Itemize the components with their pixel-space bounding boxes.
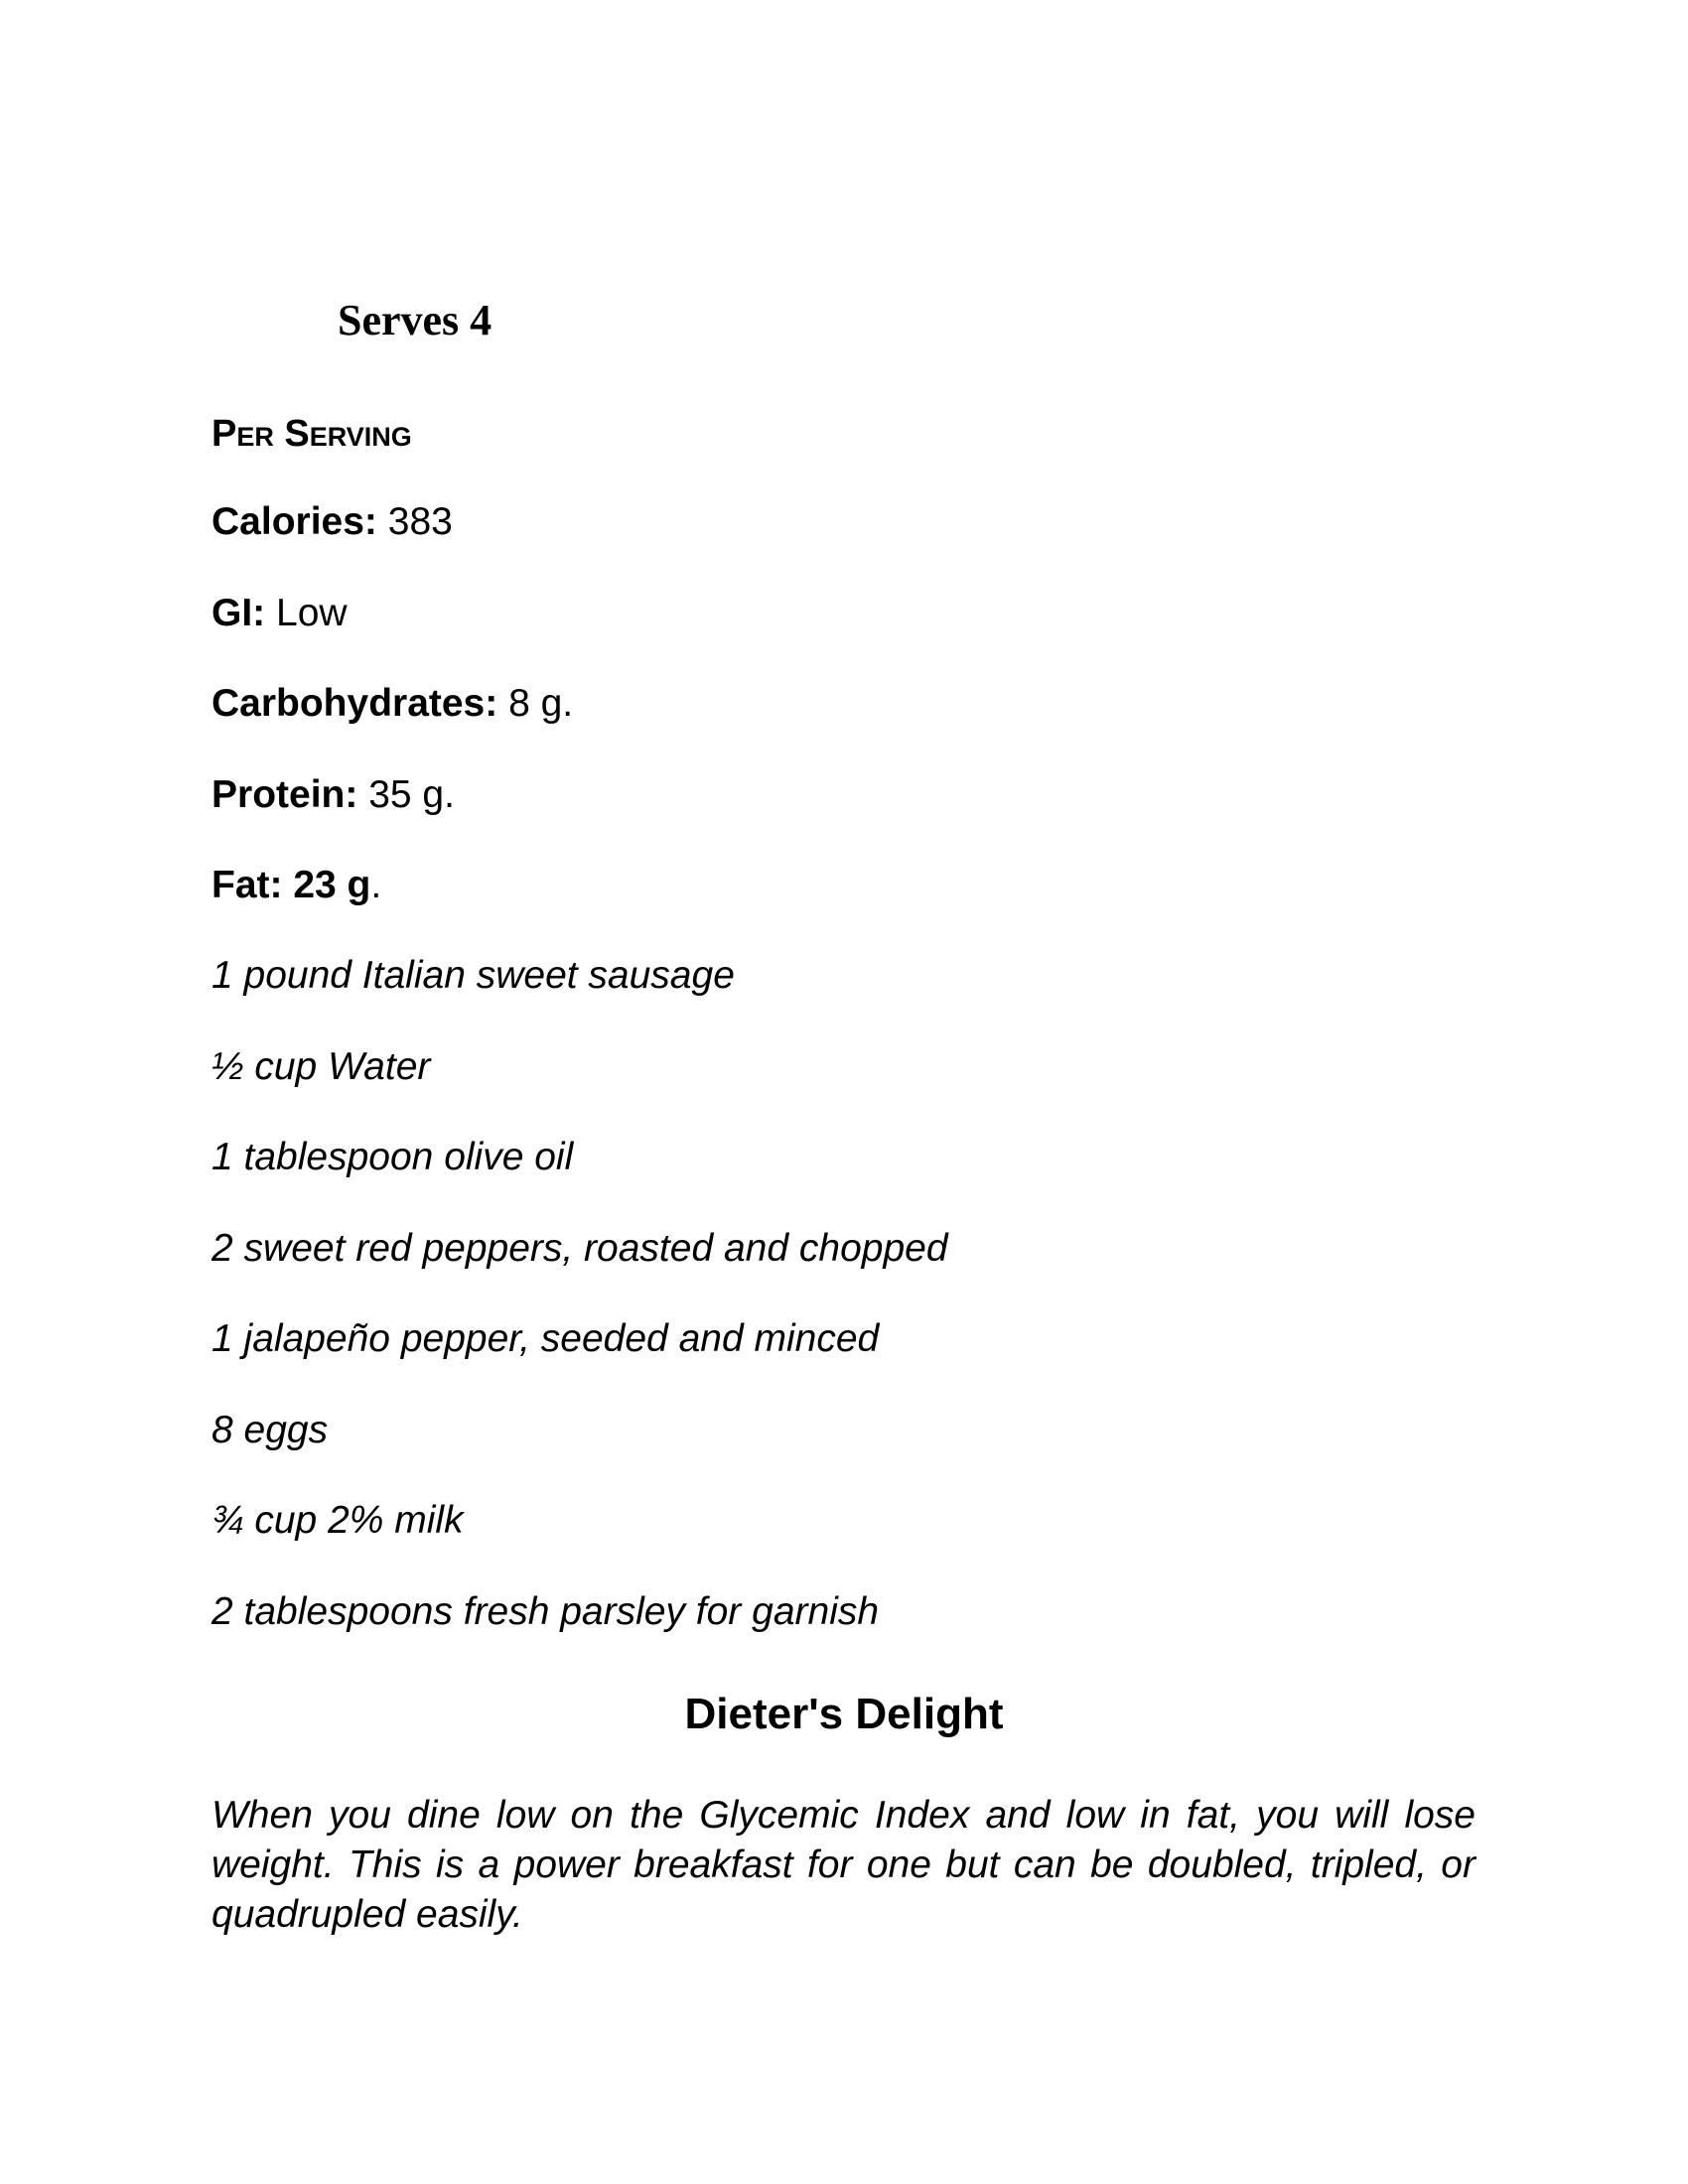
nutrition-carbohydrates [211,681,573,772]
nutrition-value: 23 g [293,864,371,906]
ingredient-item: 1 tablespoon olive oil [211,1136,574,1178]
nutrition-protein [211,772,573,864]
nutrition-label: Carbohydrates: [211,682,498,725]
nutrition-calories [211,499,573,591]
nutrition-label: Fat: [211,864,283,906]
recipe-intro: When you dine low on the Glycemic Index and low in fat, you will lose weight. This is a power breakfast for one but can be doubled, tripled, or quadrupled easily. [211,1794,1476,1936]
nutrition-value-suffix: . [370,864,382,906]
nutrition-value: 8 g. [508,682,574,725]
per-serving-heading: Per Serving [211,413,412,455]
nutrition-gi [211,591,573,682]
ingredient-item: 2 sweet red peppers, roasted and chopped [211,1226,948,1270]
ingredient-item: 2 tablespoons fresh parsley for garnish [211,1589,880,1633]
serves-heading: Serves 4 [338,296,492,344]
ingredient-item: 1 jalapeño pepper, seeded and minced [211,1317,880,1360]
nutrition-label: GI: [211,591,266,634]
nutrition-list [211,499,573,954]
ingredient-item: 1 pound Italian sweet sausage [211,954,735,997]
nutrition-value: 383 [387,500,453,543]
ingredient-item: ½ cup Water [211,1044,431,1088]
ingredient-item: 8 eggs [211,1408,329,1451]
ingredient-list [211,953,948,1680]
ingredient-item: ¾ cup 2% milk [211,1499,464,1542]
nutrition-label: Calories: [211,500,377,543]
nutrition-label: Protein: [211,772,358,816]
nutrition-value: Low [276,591,348,634]
nutrition-fat [211,863,573,954]
recipe-title: Dieter's Delight [684,1690,1004,1738]
nutrition-value: 35 g. [368,772,455,816]
